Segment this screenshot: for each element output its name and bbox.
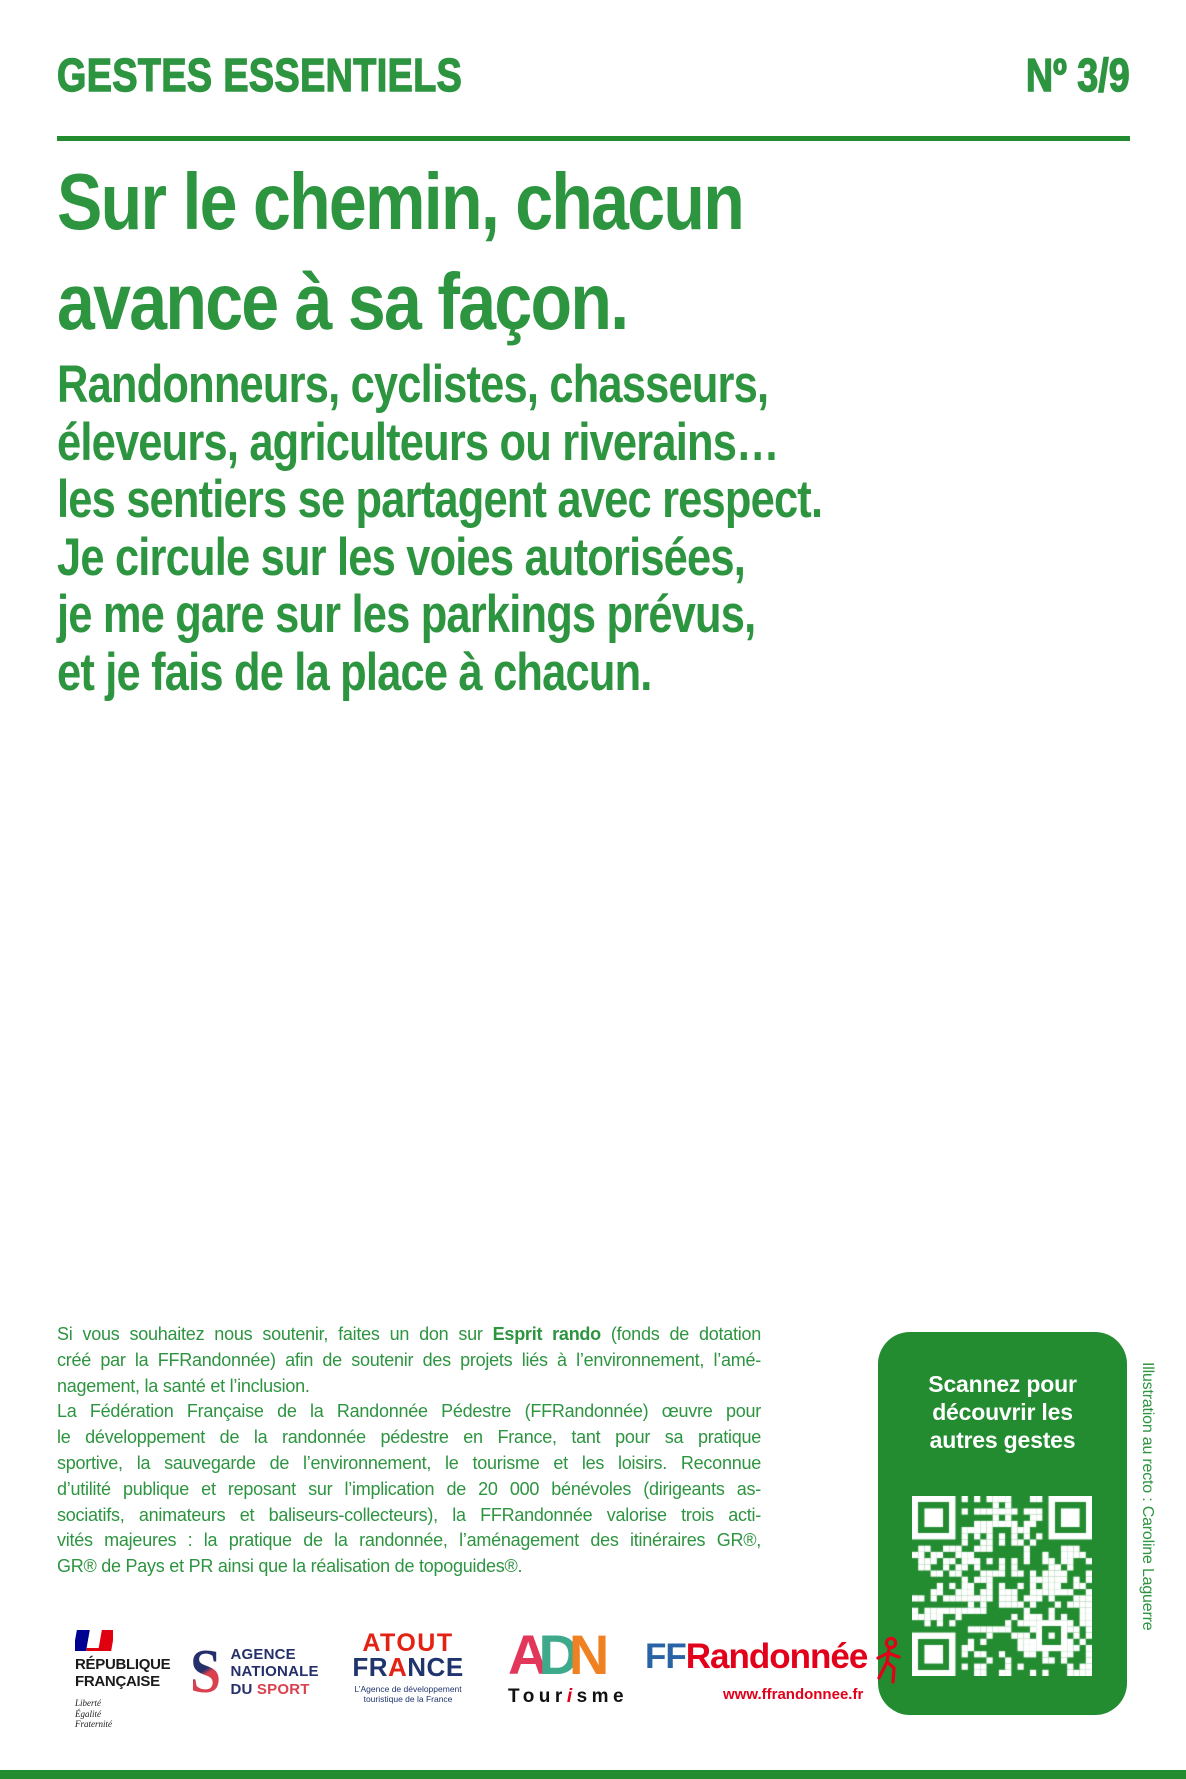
lead-line: Je circule sur les voies autorisées, [57, 527, 745, 587]
about-line: le développement de la randonnée pédestre en France, tant pour sa pratique [57, 1427, 761, 1448]
qr-panel-caption: Scannez pour découvrir les autres gestes [928, 1371, 1077, 1453]
about-line: nagement, la santé et l’inclusion. [57, 1375, 310, 1396]
lead-line: Randonneurs, cyclistes, chasseurs, [57, 355, 769, 414]
qr-panel [878, 1332, 1127, 1715]
page-title [57, 152, 864, 352]
page-kicker: GESTES ESSENTIELS [57, 49, 463, 101]
about-line: GR® de Pays et PR ainsi que la réalisation de topoguides®. [57, 1556, 523, 1577]
about-line: créé par la FFRandonnée) afin de soutenir des projets liés à l’environnement, l’amé- [57, 1349, 761, 1370]
qr-code [912, 1496, 1092, 1676]
rf-wordmark: RÉPUBLIQUE FRANÇAISE [75, 1656, 171, 1690]
logo-republique-francaise [75, 1630, 170, 1730]
lead-paragraph [57, 356, 990, 701]
about-line: sportive, la sauvegarde de l’environnement, le tourisme et les loisirs. Reconnue [57, 1452, 761, 1473]
about-line: d’utilité publique et reposant sur l’implication de 20 000 bénévoles (dirigeants as- [57, 1478, 761, 1499]
about-line: La Fédération Française de la Randonnée Pédestre (FFRandonnée) œuvre pour [57, 1401, 761, 1422]
lead-line: je me gare sur les parkings prévus, [57, 585, 756, 644]
tourisme-wordmark: Tourisme [508, 1686, 629, 1707]
ans-s-icon: S [190, 1638, 222, 1706]
logo-adn-tourisme [508, 1623, 629, 1708]
lead-line: et je fais de la place à chacun. [57, 642, 652, 702]
issue-number: Nº 3/9 [1026, 49, 1130, 101]
logo-agence-nationale-du-sport [190, 1638, 319, 1706]
france-wordmark: FRANCE [352, 1652, 464, 1682]
lead-line: éleveurs, agriculteurs ou riverains… [57, 412, 779, 472]
logo-ffrandonnee [645, 1638, 906, 1684]
about-line: Si vous souhaitez nous soutenir, faites un don sur Esprit rando (fonds de dotation [57, 1324, 762, 1344]
header-divider [57, 136, 1130, 141]
about-line: vités majeures : la pratique de la randonnée, l’aménagement des itinéraires GR®, [57, 1530, 761, 1551]
ffr-website-url: www.ffrandonnee.fr [723, 1686, 864, 1703]
title-line: Sur le chemin, chacun [57, 157, 744, 246]
rf-motto: Liberté Égalité Fraternité [75, 1698, 112, 1729]
hiker-icon [872, 1636, 906, 1684]
atout-wordmark: ATOUT [362, 1629, 454, 1657]
footer-bar [0, 1770, 1186, 1779]
esprit-rando-label: Esprit rando [492, 1324, 601, 1344]
adn-wordmark: ADN [508, 1623, 600, 1686]
ans-wordmark: AGENCE NATIONALE DU SPORT [230, 1645, 319, 1698]
lead-line: les sentiers se partagent avec respect. [57, 470, 823, 529]
about-text [57, 1322, 761, 1580]
logo-atout-france [348, 1631, 468, 1704]
french-flag-icon [75, 1630, 113, 1651]
ffr-wordmark: FFRandonnée [645, 1637, 868, 1676]
illustration-credit: Illustration au recto : Caroline Laguerre [1139, 1362, 1156, 1631]
title-line: avance à sa façon. [57, 257, 628, 346]
atout-tagline: L’Agence de développement touristique de la France [354, 1684, 462, 1704]
about-line: sociatifs, animateurs et baliseurs-collecteurs), la FFRandonnée valorise trois acti- [57, 1504, 761, 1525]
